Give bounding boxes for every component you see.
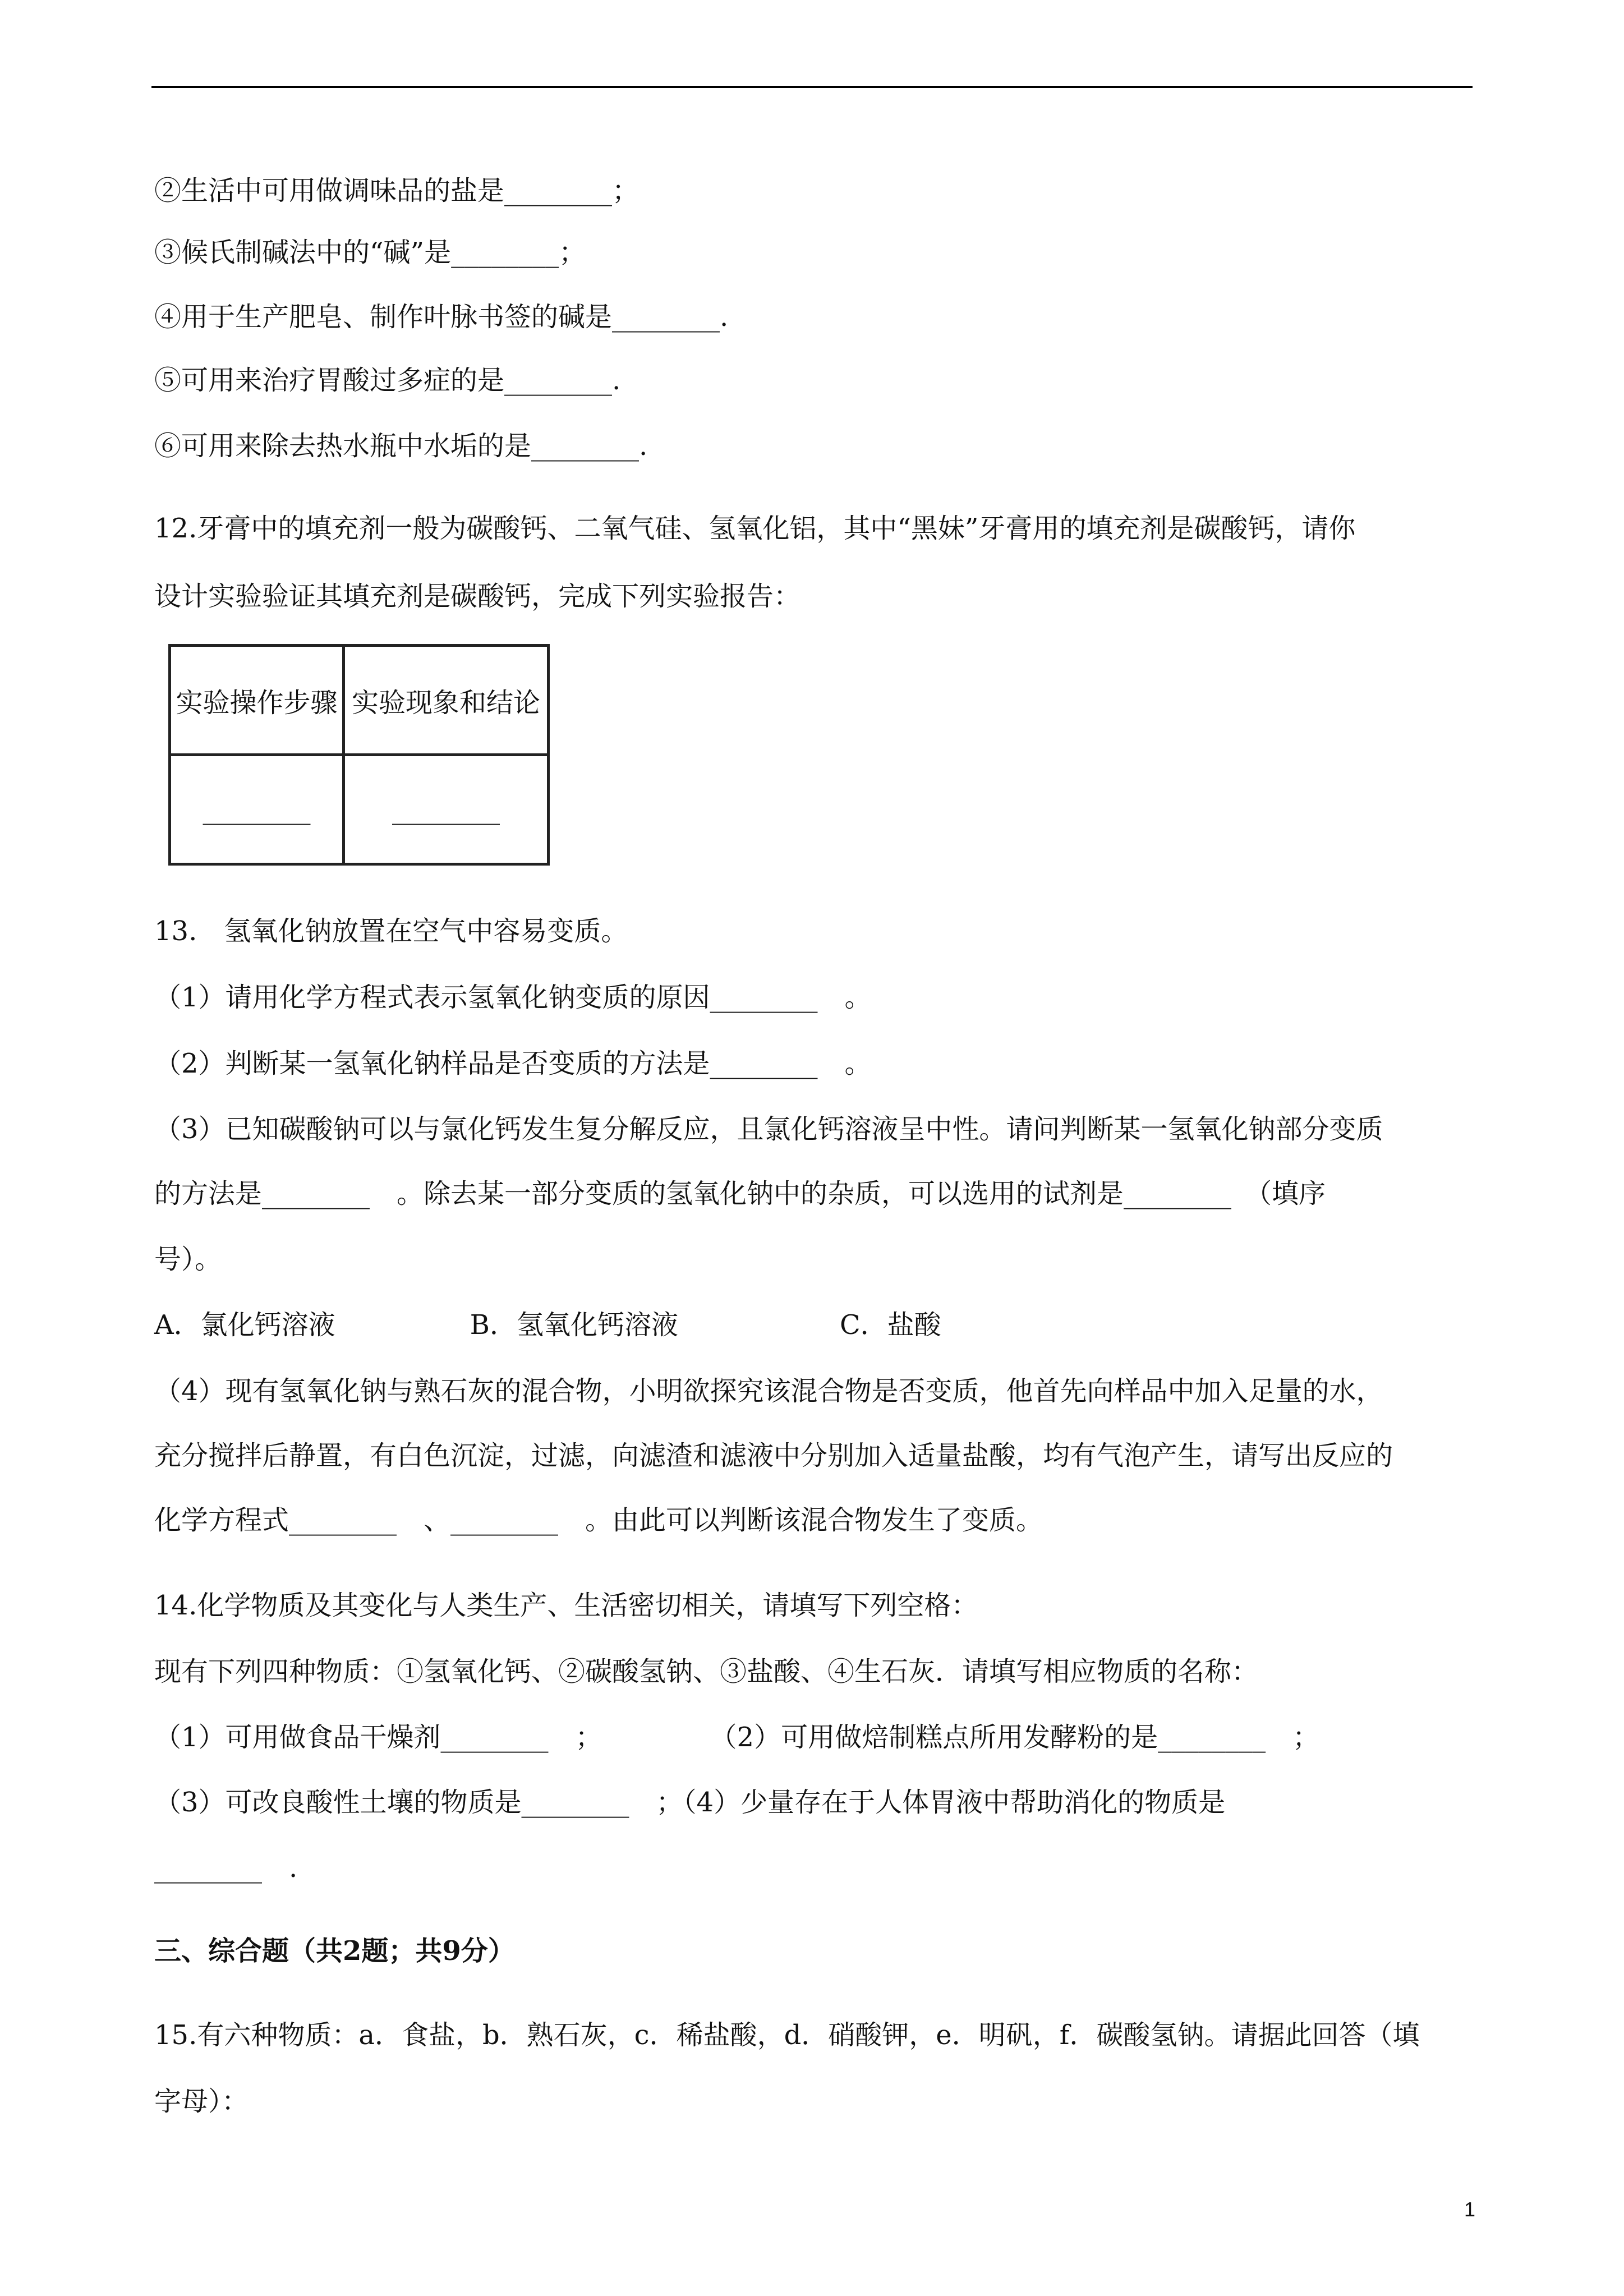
question-line: 设计实验验证其填充剂是碳酸钙，完成下列实验报告： (154, 581, 801, 612)
question-line: （1）可用做食品干燥剂________ ； （2）可用做焙制糕点所用发酵粉的是________ ； (154, 1722, 1320, 1753)
question-line: ⑤可用来治疗胃酸过多症的是________. (154, 365, 621, 396)
question-line: （3）已知碳酸钠可以与氯化钙发生复分解反应，且氯化钙溶液呈中性。请问判断某一氢氧化钠部分变质 (154, 1114, 1383, 1145)
question-line: ②生活中可用做调味品的盐是________； (154, 175, 640, 206)
table-header-cell: 实验现象和结论 (344, 646, 549, 755)
question-line: 的方法是________ 。除去某一部分变质的氢氧化钠中的杂质，可以选用的试剂是________ （填序 (154, 1178, 1326, 1209)
question-12: 12.牙膏中的填充剂一般为碳酸钙、二氧气硅、氢氧化铝，其中“黑妹”牙膏用的填充剂是碳酸钙，请你 (154, 513, 1356, 544)
answer-options: A．氯化钙溶液 B．氢氧化钙溶液 C．盐酸 (154, 1309, 941, 1341)
experiment-report-table (168, 644, 550, 866)
question-line: （4）现有氢氧化钠与熟石灰的混合物，小明欲探究该混合物是否变质，他首先向样品中加入足量的水， (154, 1375, 1383, 1407)
question-line: （1）请用化学方程式表示氢氧化钠变质的原因________ 。 (154, 982, 872, 1013)
question-line: ⑥可用来除去热水瓶中水垢的是________. (154, 430, 648, 462)
question-line: ________ . (154, 1852, 298, 1884)
question-15: 15.有六种物质：a．食盐，b．熟石灰，c．稀盐酸，d．硝酸钾，e．明矾，f．碳酸氢钠。请据此回答（填 (154, 2019, 1420, 2051)
answer-blank: ________ (170, 755, 344, 864)
question-line: 现有下列四种物质：①氢氧化钙、②碳酸氢钠、③盐酸、④生石灰．请填写相应物质的名称： (154, 1656, 1259, 1687)
question-line: 化学方程式________ 、________ 。由此可以判断该混合物发生了变质。 (154, 1504, 1043, 1536)
question-line: （3）可改良酸性土壤的物质是________ ；（4）少量存在于人体胃液中帮助消化的物质是 (154, 1787, 1226, 1818)
header-rule (151, 86, 1473, 88)
table-header-cell: 实验操作步骤 (170, 646, 344, 755)
section-heading: 三、综合题（共2题；共9分） (154, 1935, 515, 1967)
page-number: 1 (1464, 2198, 1475, 2221)
question-line: 字母）： (154, 2086, 249, 2117)
question-line: ④用于生产肥皂、制作叶脉书签的碱是________. (154, 301, 729, 333)
question-13: 13. 氢氧化钠放置在空气中容易变质。 (154, 915, 628, 947)
question-line: （2）判断某一氢氧化钠样品是否变质的方法是________ 。 (154, 1048, 872, 1079)
question-14: 14.化学物质及其变化与人类生产、生活密切相关，请填写下列空格： (154, 1590, 978, 1621)
answer-blank: ________ (344, 755, 549, 864)
question-line: 号）。 (154, 1244, 222, 1275)
question-line: ③候氏制碱法中的“碱”是________； (154, 237, 586, 268)
question-line: 充分搅拌后静置，有白色沉淀，过滤，向滤渣和滤液中分别加入适量盐酸，均有气泡产生，请写出反应的 (154, 1440, 1393, 1471)
